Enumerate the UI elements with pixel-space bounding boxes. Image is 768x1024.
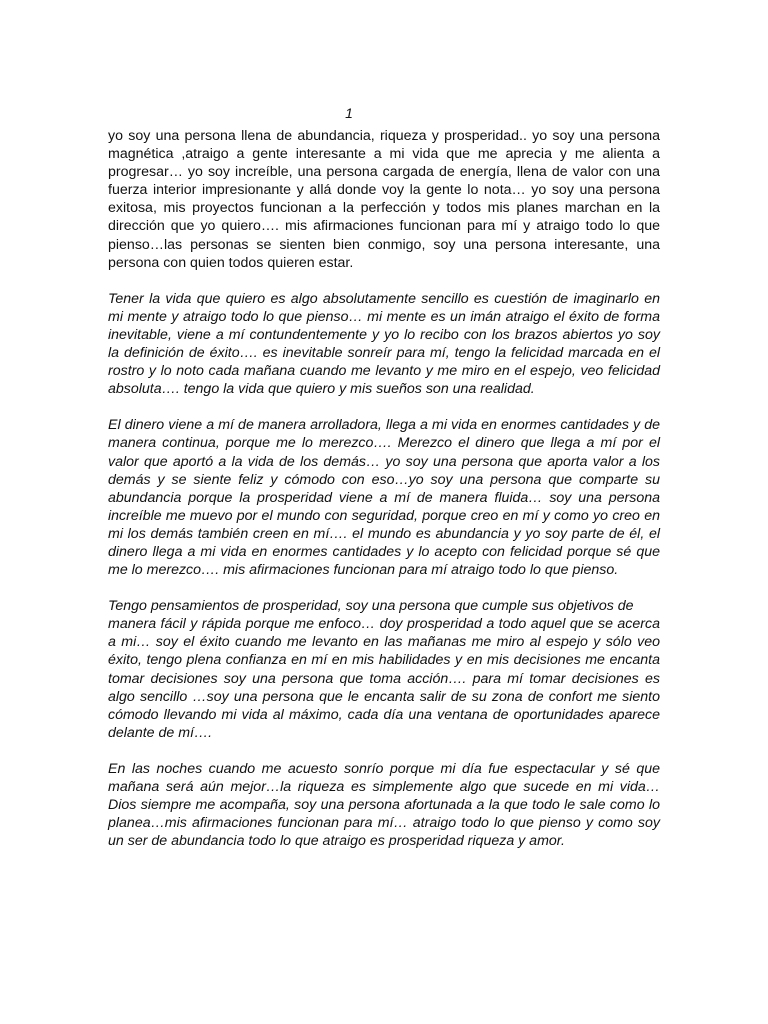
paragraph-5: En las noches cuando me acuesto sonrío porque mi día fue espectacular y sé que mañana será aún mejor…la riqueza es simplemente algo que sucede en mi vida… Dios siempre me acompaña, soy una persona afortunada a la que todo le sale como lo planea…mis afirmaciones funcionan para mí… atraigo todo lo que pienso y como soy un ser de abundancia todo lo que atraigo es prosperidad riqueza y amor.	[108, 760, 660, 850]
document-body	[108, 127, 660, 868]
paragraph-3: El dinero viene a mí de manera arrolladora, llega a mi vida en enormes cantidades y de manera continua, porque me lo merezco…. Merezco el dinero que llega a mí por el valor que aportó a la vida de los demás… yo soy una persona que aporta valor a los demás y se siente feliz y cómodo con eso…yo soy una persona que comparte su abundancia porque la prosperidad viene a mí de manera fluida… soy una persona increíble me muevo por el mundo con seguridad, porque creo en mí y como yo creo en mi los demás también creen en mí…. el mundo es abundancia y yo soy parte de él, el dinero llega a mi vida en enormes cantidades y lo acepto con felicidad porque sé que me lo merezco…. mis afirmaciones funcionan para mí atraigo todo lo que pienso.	[108, 417, 660, 579]
paragraph-2: Tener la vida que quiero es algo absolutamente sencillo es cuestión de imaginarlo en mi mente y atraigo todo lo que pienso… mi mente es un imán atraigo el éxito de forma inevitable, viene a mí contundentemente y yo lo recibo con los brazos abiertos yo soy la definición de éxito…. es inevitable sonreír para mí, tengo la felicidad marcada en el rostro y lo noto cada mañana cuando me levanto y me miro en el espejo, veo felicidad absoluta…. tengo la vida que quiero y mis sueños son una realidad.	[108, 290, 660, 398]
paragraph-4-rest: manera fácil y rápida porque me enfoco… doy prosperidad a todo aquel que se acerca a mi… soy el éxito cuando me levanto en las mañanas me miro al espejo y sólo veo éxito, tengo plena confianza en mí en mis habilidades y en mis decisiones me encanta tomar decisiones soy una persona que toma acción…. para mí tomar decisiones es algo sencillo …soy una persona que le encanta salir de su zona de confort me siento cómodo llevando mi vida al máximo, cada día una ventana de oportunidades aparece delante de mí….	[108, 616, 660, 741]
paragraph-4	[108, 597, 660, 742]
paragraph-4-line-1: Tengo pensamientos de prosperidad, soy una persona que cumple sus objetivos de	[108, 598, 634, 615]
paragraph-1: yo soy una persona llena de abundancia, riqueza y prosperidad.. yo soy una persona magnética ,atraigo a gente interesante a mi vida que me aprecia y me alienta a progresar… yo soy increíble, una persona cargada de energía, llena de valor con una fuerza interior impresionante y allá donde voy la gente lo nota… yo soy una persona exitosa, mis proyectos funcionan a la perfección y todos mis planes marchan en la dirección que yo quiero…. mis afirmaciones funcionan para mí y atraigo todo lo que pienso…las personas se sienten bien conmigo, soy una persona interesante, una persona con quien todos quieren estar.	[108, 128, 660, 271]
page-number: 1	[345, 105, 353, 121]
